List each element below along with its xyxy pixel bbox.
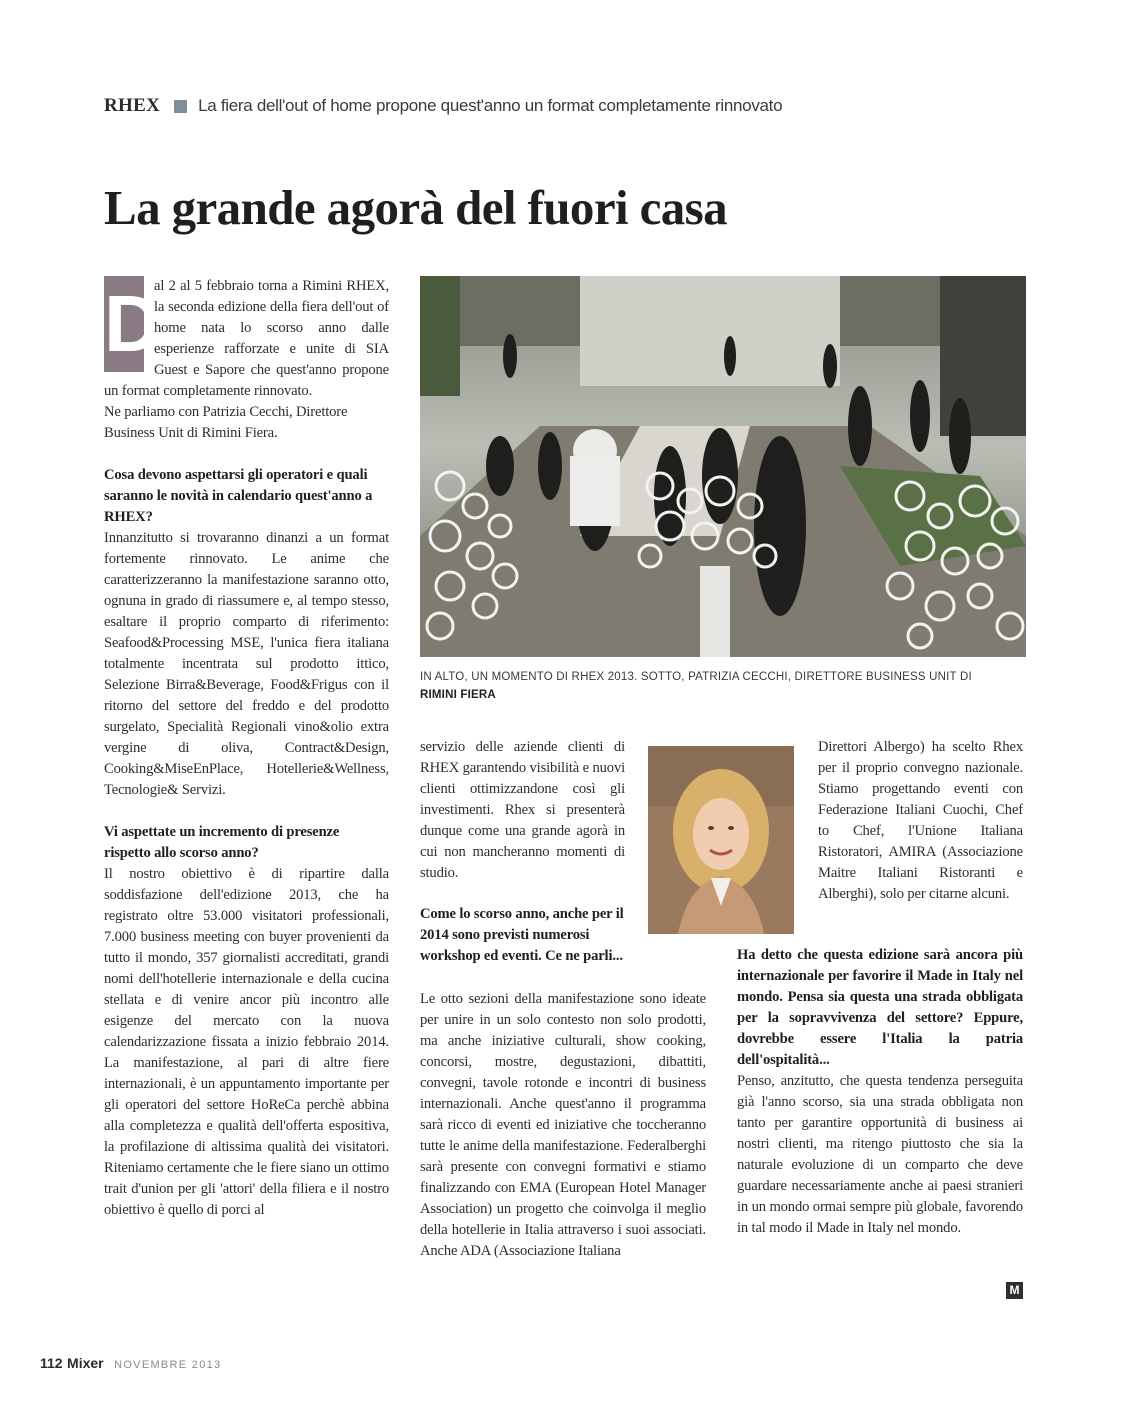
answer-3: Le otto sezioni della manifestazione sono ideate per unire in un solo contesto non solo prodotti, ma anche iniziative culturali, show cooking, concorsi, mostre, degustazioni, dibattiti, convegni, tavole rotonde e incontri di business internazionali. Anche quest'anno il programma sarà ricco di eventi ed iniziative che toccheranno tutte le anime della manifestazione. Federalberghi sarà presente con convegni formativi e stiamo finalizzando con EMA (European Hotel Manager Association) un progetto che coinvolga il meglio della hotellerie in Italia attraverso i suoi associati. Anche ADA (Associazione Italiana: [420, 991, 706, 1259]
drop-cap: D: [104, 276, 144, 372]
magazine-name: Mixer: [67, 1355, 104, 1371]
article-headline: La grande agorà del fuori casa: [104, 180, 728, 235]
question-2: Vi aspettate un incremento di presenze rispetto allo scorso anno?: [104, 824, 340, 861]
answer-1: Innanzitutto si trovaranno dinanzi a un format fortemente rinnovato. Le anime che caratterizzeranno la manifestazione saranno otto, ognuna in grado di riassumere e, al tempo stesso, esaltare il proprio comparto di riferimento: Seafood&Processing MSE, l'unica fiera italiana totalmente incentrata sul prodotto ittico, Selezione Birra&Beverage, Food&Frigus con il ritorno del settore del freddo e del prodotto surgelato, Specialità Regionali vino&olio extra vergine di oliva, Contract&Design, Cooking&MiseEnPlace, Hotellerie&Wellness, Tecnologie& Servizi.: [104, 530, 389, 798]
lead-paragraph: al 2 al 5 febbraio torna a Rimini RHEX, la seconda edizione della fiera dell'out of home nata lo scorso anno dalle esperienze rafforzate e unite di SIA Guest e Sapore che quest'anno propone un format completamente rinnovato.: [104, 278, 389, 399]
answer-3-continued: Direttori Albergo) ha scelto Rhex per il proprio convegno nazionale. Stiamo progettando eventi con Federazione Italiani Cuochi, Chef to Chef, l'Unione Italiana Ristoratori, AMIRA (Associazione Maitre Italiani Ristoranti e Alberghi), solo per citarne alcuni.: [818, 739, 1023, 902]
answer-2-continued: servizio delle aziende clienti di RHEX garantendo visibilità e nuovi clienti ottimizzandone così gli investimenti. Rhex si presenterà dunque come una grande agorà in cui non mancheranno momenti di studio.: [420, 739, 625, 881]
article-column-2: [420, 737, 625, 967]
article-column-2-lower: [420, 989, 706, 1262]
answer-4: Penso, anzitutto, che questa tendenza perseguita già l'anno scorso, sia una strada obbligata non tanto per garantire opportunità di business ai nostri clienti, ma ritengo piuttosto che sia la naturale evoluzione di un comparto che deve guardare necessariamente anche ai paesi stranieri in un mondo ormai sempre più globale, favorendo in tal modo il Made in Italy nel mondo.: [737, 1073, 1023, 1236]
photo-caption: [420, 668, 1028, 704]
section-kicker: [104, 94, 782, 118]
kicker-text: La fiera dell'out of home propone quest'anno un format completamente rinnovato: [198, 96, 783, 115]
kicker-square-icon: [174, 100, 187, 113]
caption-bold: RIMINI FIERA: [420, 689, 496, 701]
question-3: Come lo scorso anno, anche per il 2014 sono previsti numerosi workshop ed eventi. Ce ne parli...: [420, 906, 624, 964]
event-photo: [420, 276, 1026, 657]
article-column-3-lower: [737, 945, 1023, 1239]
portrait-photo: [648, 746, 794, 934]
article-column-3: [818, 737, 1023, 905]
page-number: 112: [40, 1355, 63, 1371]
question-1: Cosa devono aspettarsi gli operatori e quali saranno le novità in calendario quest'anno a RHEX?: [104, 467, 373, 525]
section-label: RHEX: [104, 95, 161, 116]
end-mark-icon: M: [1006, 1282, 1023, 1299]
article-column-1: [104, 276, 389, 1221]
issue-date: NOVEMBRE 2013: [114, 1359, 222, 1371]
answer-2: Il nostro obiettivo è di ripartire dalla soddisfazione dell'edizione 2013, che ha registrato oltre 53.000 visitatori professionali, 7.000 business meeting con buyer provenienti da tutto il mondo, 357 giornalisti accreditati, grandi nomi dell'hotellerie internazionale e della cucina stellata e di venire ancor più incontro alle esigenze del mercato con la nuova calendarizzazione fissata a inizio febbraio 2014. La manifestazione, al pari di altre fiere internazionali, è un appuntamento importante per gli operatori del settore HoReCa perchè abbina alla completezza e qualità dell'offerta espositiva, la profilazione di altissima qualità dei visitatori. Riteniamo certamente che le fiere siano un ottimo trait d'union per gli 'attori' della filiera e il nostro obiettivo è quello di porci al: [104, 866, 389, 1218]
event-photo-illustration: [420, 276, 1026, 657]
portrait-illustration: [648, 746, 794, 934]
intro-paragraph: Ne parliamo con Patrizia Cecchi, Direttore Business Unit di Rimini Fiera.: [104, 404, 348, 441]
caption-text: IN ALTO, UN MOMENTO DI RHEX 2013. SOTTO, PATRIZIA CECCHI, DIRETTORE BUSINESS UNIT DI: [420, 671, 972, 683]
question-4: Ha detto che questa edizione sarà ancora più internazionale per favorire il Made in Italy nel mondo. Pensa sia questa una strada obbligata per la sopravvivenza del settore? Eppure, dovrebbe essere l'Italia la patria dell'ospitalità...: [737, 947, 1023, 1068]
page-footer: [40, 1355, 221, 1373]
